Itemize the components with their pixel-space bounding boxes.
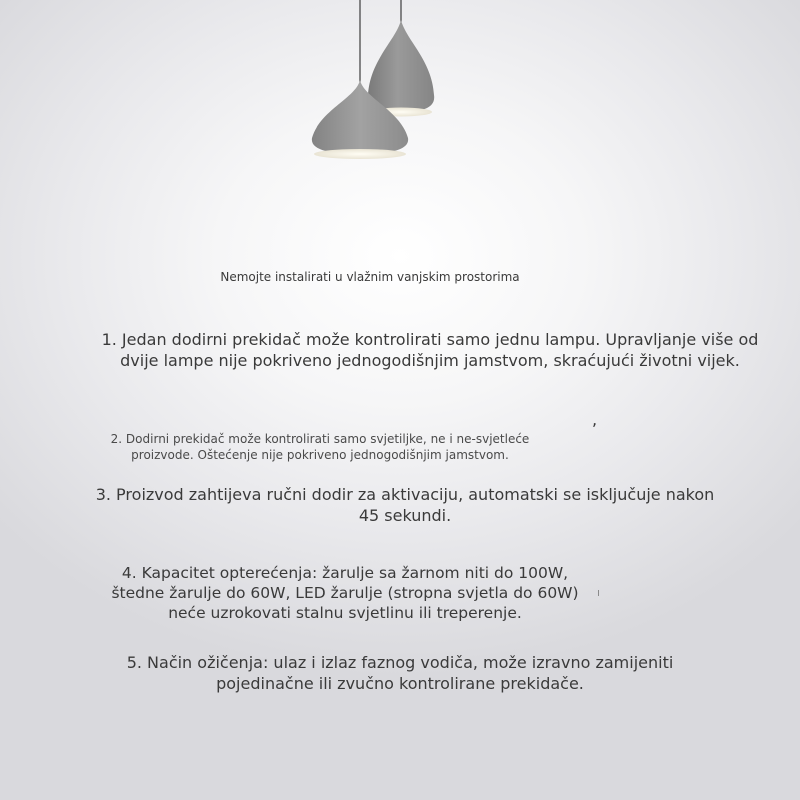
note-item-2: 2. Dodirni prekidač može kontrolirati samo svjetiljke, ne i ne-svjetleće proizvode. Oštećenje nije pokriveno jednogodišnjim jamstvom. [110, 432, 530, 462]
front-lamp-glow [314, 149, 406, 159]
warning-text: Nemojte instalirati u vlažnim vanjskim prostorima [220, 270, 520, 284]
note-item-4: 4. Kapacitet opterećenja: žarulje sa žarnom niti do 100W, štedne žarulje do 60W, LED žarulje (stropna svjetla do 60W) neće uzrokovati stalnu svjetlinu ili treperenje. [111, 564, 579, 623]
back-lamp-shade [368, 20, 434, 112]
note-item-3: 3. Proizvod zahtijeva ručni dodir za aktivaciju, automatski se isključuje nakon 45 sekundi. [95, 485, 715, 525]
note-item-1: 1. Jedan dodirni prekidač može kontrolirati samo jednu lampu. Upravljanje više od dvije lampe nije pokriveno jednogodišnjim jamstvom, skraćujući životni vijek. [101, 330, 759, 370]
pendant-lamps-icon [0, 0, 800, 200]
stray-dot [598, 590, 599, 596]
stray-mark: , [592, 410, 598, 429]
note-item-5: 5. Način ožičenja: ulaz i izlaz faznog vodiča, može izravno zamijeniti pojedinačne ili zvučno kontrolirane prekidače. [126, 653, 674, 693]
